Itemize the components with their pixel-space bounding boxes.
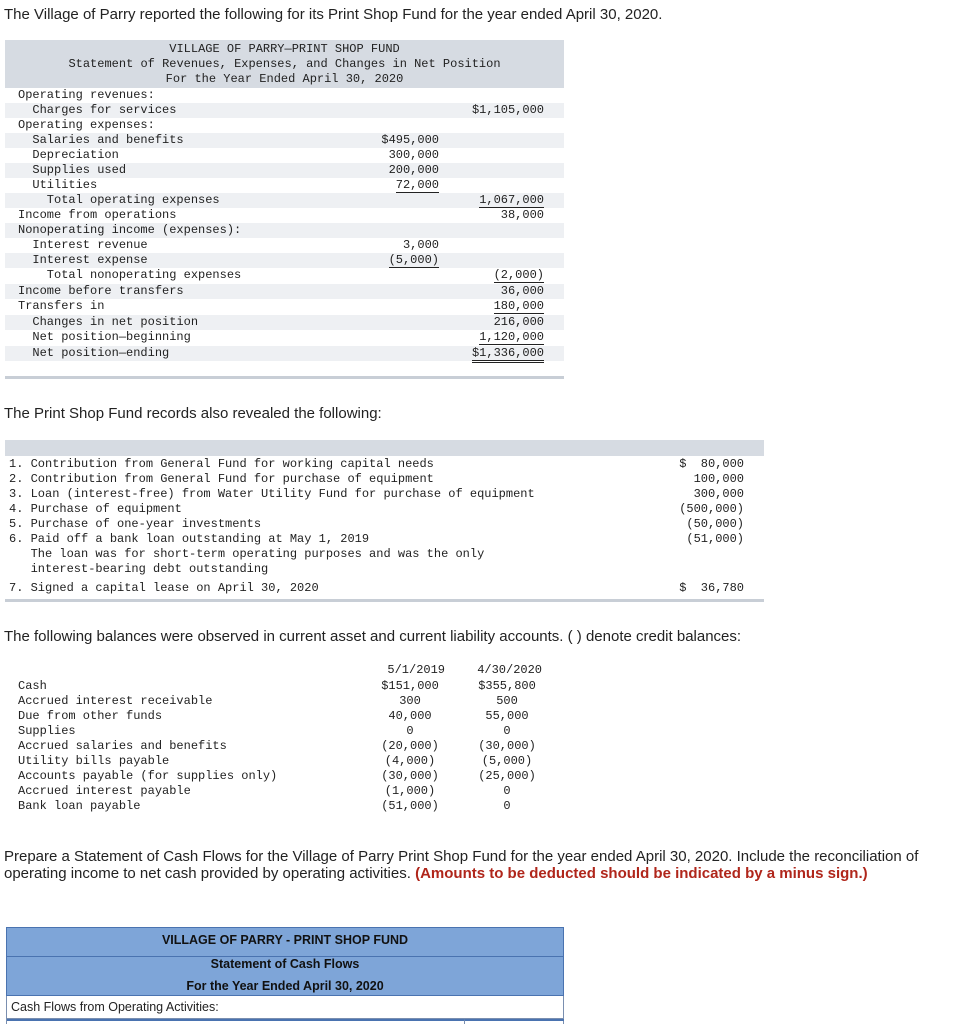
statement-row-label: Changes in net position	[18, 315, 199, 329]
record-amount: 100,000	[693, 472, 744, 486]
instructions-text: Prepare a Statement of Cash Flows for the Village of Parry Print Shop Fund for the year ended April 30, 2020. Include the reconciliation of operating income to net cash provided by operating activities.	[4, 848, 919, 882]
balance-2019: (4,000)	[384, 754, 436, 768]
statement-row-label: Income before transfers	[18, 284, 184, 298]
record-text: 3. Loan (interest-free) from Water Utility Fund for purchase of equipment	[9, 487, 535, 501]
statement-row	[5, 118, 564, 133]
statement-row	[5, 148, 564, 163]
statement-row-label: Operating revenues:	[18, 88, 155, 102]
record-text: interest-bearing debt outstanding	[9, 562, 269, 576]
statement-row-label: Net position—beginning	[18, 330, 191, 344]
cash-flow-title: VILLAGE OF PARRY - PRINT SHOP FUND	[161, 933, 409, 947]
record-amount: $ 80,000	[679, 457, 744, 471]
statement-row-amount-1: 200,000	[388, 163, 439, 177]
balance-2020: 500	[496, 694, 518, 708]
balance-label: Utility bills payable	[18, 754, 170, 768]
col-header-2019: 5/1/2019	[387, 663, 445, 677]
statement-row	[5, 103, 564, 118]
statement-row	[5, 268, 564, 283]
statement-row-label: Total operating expenses	[18, 193, 220, 207]
balances-table	[5, 663, 558, 819]
balance-2019: (1,000)	[384, 784, 436, 798]
statement-row-amount-2: 216,000	[493, 315, 544, 329]
statement-row	[5, 193, 564, 208]
cash-flow-subtitle: Statement of Cash Flows	[7, 956, 563, 971]
statement-header	[5, 40, 564, 88]
statement-row	[5, 178, 564, 193]
balance-2020: 55,000	[485, 709, 529, 723]
statement-row-label: Transfers in	[18, 299, 105, 313]
statement-row-label: Nonoperating income (expenses):	[18, 223, 242, 237]
balance-2019: (20,000)	[381, 739, 439, 753]
record-amount: (51,000)	[686, 532, 744, 546]
statement-row-label: Supplies used	[18, 163, 127, 177]
statement-row	[5, 133, 564, 148]
balance-label: Accrued salaries and benefits	[18, 739, 227, 753]
statement-row-label: Charges for services	[18, 103, 177, 117]
statement-row-label: Total nonoperating expenses	[18, 268, 242, 282]
balance-2019: (51,000)	[381, 799, 439, 813]
statement-row	[5, 223, 564, 238]
intro-text: The Village of Parry reported the following for its Print Shop Fund for the year ended April 30, 2020.	[4, 6, 663, 23]
record-text: 2. Contribution from General Fund for purchase of equipment	[9, 472, 434, 486]
statement-row	[5, 346, 564, 361]
record-amount: (500,000)	[679, 502, 744, 516]
balances-intro: The following balances were observed in current asset and current liability accounts. ( ) denote credit balances:	[4, 628, 742, 645]
record-text: 1. Contribution from General Fund for working capital needs	[9, 457, 434, 471]
record-amount: 300,000	[693, 487, 744, 501]
statement-row-amount-2: 1,120,000	[479, 330, 544, 344]
record-text: 5. Purchase of one-year investments	[9, 517, 262, 531]
record-text: The loan was for short-term operating purposes and was the only	[9, 547, 485, 561]
statement-row-amount-2: 38,000	[500, 208, 544, 222]
balance-2020: 0	[503, 724, 511, 738]
statement-title: VILLAGE OF PARRY—PRINT SHOP FUND	[169, 42, 400, 56]
balance-label: Bank loan payable	[18, 799, 141, 813]
statement-row-label: Utilities	[18, 178, 98, 192]
balance-2020: (30,000)	[478, 739, 536, 753]
balance-2020: 0	[503, 799, 511, 813]
statement-row-amount-1: 300,000	[388, 148, 439, 162]
balance-2020: (5,000)	[481, 754, 533, 768]
col-header-2020: 4/30/2020	[477, 663, 542, 677]
balance-2020: (25,000)	[478, 769, 536, 783]
statement-period: For the Year Ended April 30, 2020	[165, 72, 404, 86]
statement-row-amount-2: 1,067,000	[479, 193, 544, 207]
statement-row-label: Salaries and benefits	[18, 133, 184, 147]
instructions	[4, 848, 954, 882]
balance-2020: 0	[503, 784, 511, 798]
balance-label: Cash	[18, 679, 47, 693]
record-text: 6. Paid off a bank loan outstanding at May 1, 2019	[9, 532, 370, 546]
statement-row-amount-1: 3,000	[402, 238, 439, 252]
statement-row-label: Interest revenue	[18, 238, 148, 252]
balance-label: Accounts payable (for supplies only)	[18, 769, 278, 783]
instructions-emphasis: (Amounts to be deducted should be indicated by a minus sign.)	[415, 865, 868, 882]
statement-row-label: Income from operations	[18, 208, 177, 222]
balance-label: Due from other funds	[18, 709, 163, 723]
cash-flow-label-input[interactable]	[7, 1019, 465, 1024]
balance-2019: $151,000	[381, 679, 439, 693]
statement-row	[5, 88, 564, 103]
statement-row	[5, 238, 564, 253]
records-table	[5, 440, 764, 602]
cash-flow-statement	[6, 927, 564, 1024]
statement-row-label: Interest expense	[18, 253, 148, 267]
statement-row	[5, 330, 564, 345]
statement-row-amount-1: 72,000	[395, 178, 439, 192]
statement-row-amount-1: (5,000)	[388, 253, 439, 267]
balance-label: Accrued interest receivable	[18, 694, 213, 708]
statement-row-amount-2: $1,336,000	[472, 346, 544, 363]
cash-flow-period: For the Year Ended April 30, 2020	[186, 979, 384, 993]
statement-row-label: Operating expenses:	[18, 118, 155, 132]
record-amount: (50,000)	[686, 517, 744, 531]
balance-2020: $355,800	[478, 679, 536, 693]
balance-label: Accrued interest payable	[18, 784, 191, 798]
records-intro: The Print Shop Fund records also revealed the following:	[4, 405, 382, 422]
statement-row	[5, 163, 564, 178]
statement-row	[5, 315, 564, 330]
statement-row-amount-1: $495,000	[381, 133, 439, 147]
cash-flow-amount-input[interactable]	[465, 1019, 564, 1024]
statement-row	[5, 284, 564, 299]
balance-2019: (30,000)	[381, 769, 439, 783]
balance-2019: 40,000	[388, 709, 432, 723]
income-statement-table	[5, 40, 564, 379]
cash-flow-header	[6, 927, 564, 996]
statement-row-amount-2: $1,105,000	[471, 103, 544, 117]
statement-row-label: Depreciation	[18, 148, 119, 162]
statement-row	[5, 299, 564, 314]
statement-row-amount-2: (2,000)	[493, 268, 544, 282]
balance-2019: 300	[399, 694, 421, 708]
cash-flow-row-operating	[6, 996, 564, 1019]
statement-row	[5, 208, 564, 223]
balance-label: Supplies	[18, 724, 76, 738]
balance-2019: 0	[406, 724, 414, 738]
record-text: 4. Purchase of equipment	[9, 502, 182, 516]
cash-flow-row-label: Cash Flows from Operating Activities:	[11, 1000, 219, 1014]
statement-subtitle: Statement of Revenues, Expenses, and Changes in Net Position	[68, 57, 501, 71]
statement-row-amount-2: 36,000	[500, 284, 544, 298]
statement-row-label: Net position—ending	[18, 346, 170, 360]
cash-flow-input-row[interactable]	[6, 1019, 564, 1024]
statement-row-amount-2: 180,000	[493, 299, 544, 313]
record-text: 7. Signed a capital lease on April 30, 2020	[9, 581, 319, 595]
statement-row	[5, 253, 564, 268]
record-amount: $ 36,780	[679, 581, 744, 595]
